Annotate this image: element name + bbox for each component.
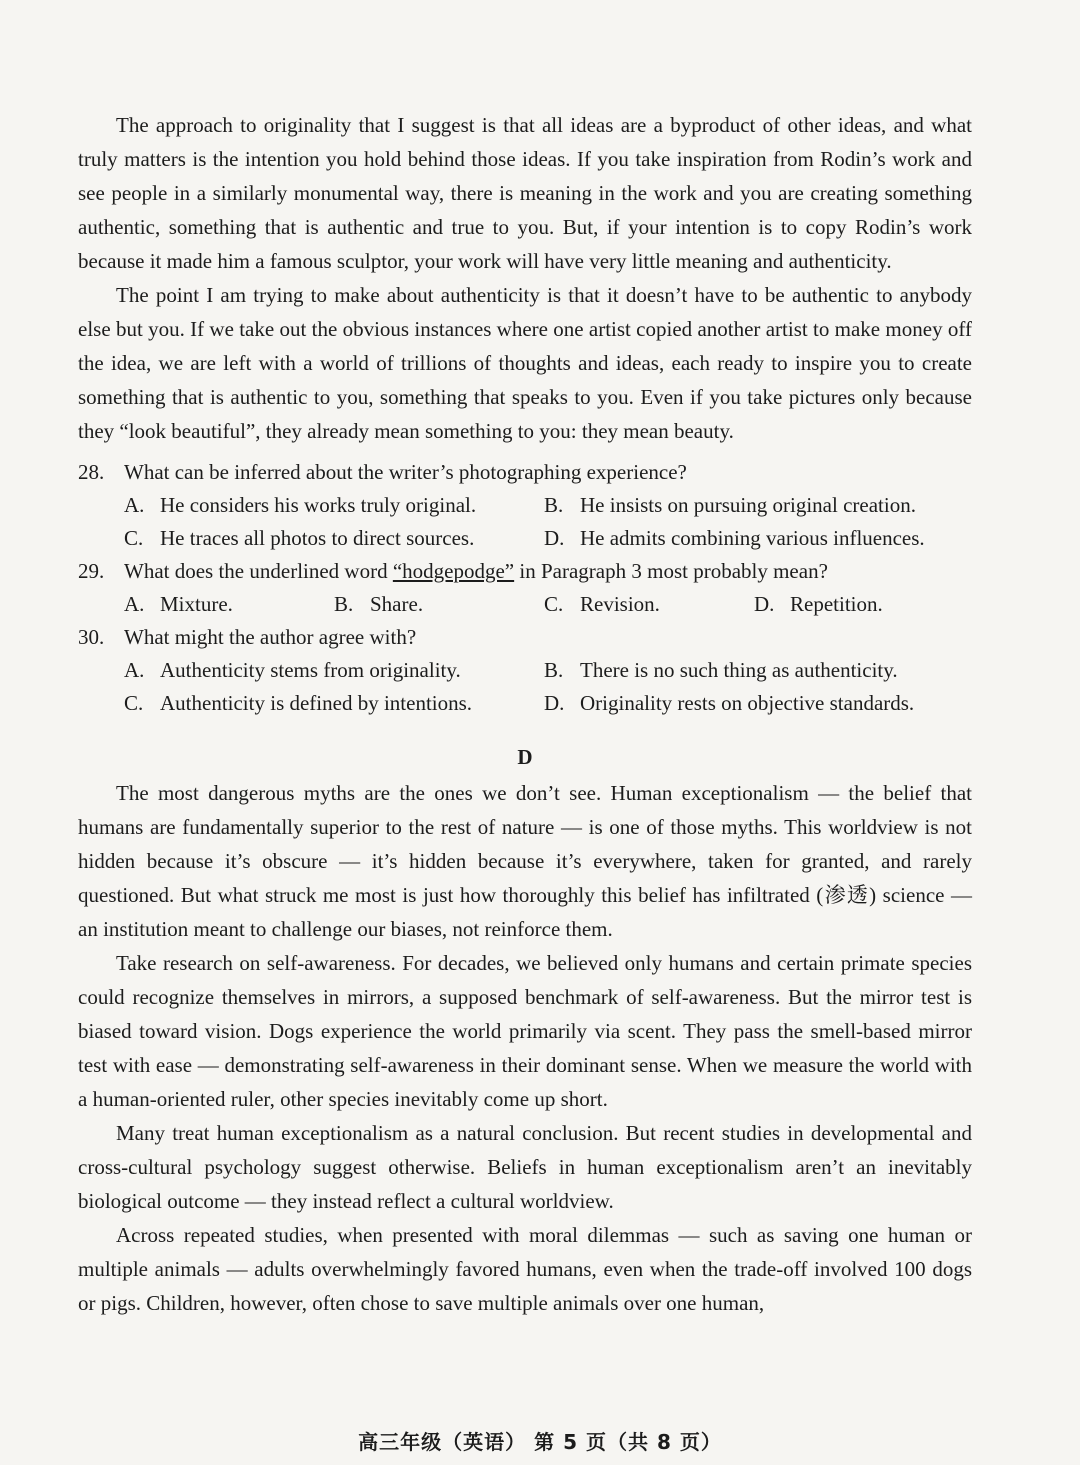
option-letter: D.	[544, 526, 565, 550]
question-28	[78, 456, 972, 555]
question-stem: What can be inferred about the writer’s photographing experience?	[124, 460, 687, 484]
options	[78, 489, 972, 555]
option-text: He admits combining various influences.	[580, 526, 925, 550]
option-text: Authenticity stems from originality.	[160, 658, 461, 682]
passage-paragraph: The approach to originality that I suggest is that all ideas are a byproduct of other ideas, and what truly matters is the intention you hold behind those ideas. If you take inspiration from Rodin’s work and see people in a similarly monumental way, there is meaning in the work and you are creating something authentic, something that is authentic and true to you. But, if your intention is to copy Rodin’s work because it made him a famous sculptor, your work will have very little meaning and authenticity.	[78, 113, 972, 273]
option-text: He considers his works truly original.	[160, 493, 477, 517]
option-a[interactable]	[124, 588, 334, 621]
options	[78, 588, 972, 621]
option-letter: A.	[124, 592, 145, 616]
option-text: Originality rests on objective standards.	[580, 691, 915, 715]
passage-paragraph: The point I am trying to make about authenticity is that it doesn’t have to be authentic to anybody else but you. If we take out the obvious instances where one artist copied another artist to make money off the idea, we are left with a world of trillions of thoughts and ideas, each ready to inspire you to create something that is authentic to you, something that speaks to you. Even if you take pictures only because they “look beautiful”, they already mean something to you: they mean beauty.	[78, 283, 972, 443]
option-text: There is no such thing as authenticity.	[580, 658, 898, 682]
option-b[interactable]	[544, 654, 964, 687]
passage-paragraph: Across repeated studies, when presented with moral dilemmas — such as saving one human or multiple animals — adults overwhelmingly favored humans, even when the trade-off involved 100 dogs or pigs. Children, however, often chose to save multiple animals over one human,	[78, 1223, 972, 1315]
option-letter: C.	[124, 691, 144, 715]
passage-paragraph: Take research on self-awareness. For decades, we believed only humans and certain primate species could recognize themselves in mirrors, a supposed benchmark of self-awareness. But the mirror test is biased toward vision. Dogs experience the world primarily via scent. They pass the smell-based mirror test with ease — demonstrating self-awareness in their dominant sense. When we measure the world with a human-oriented ruler, other species inevitably come up short.	[78, 951, 972, 1111]
option-text: Authenticity is defined by intentions.	[160, 691, 473, 715]
question-29	[78, 555, 972, 621]
option-text: Repetition.	[790, 592, 883, 616]
option-b[interactable]	[544, 489, 964, 522]
question-number: 29.	[78, 559, 105, 583]
option-letter: B.	[544, 493, 564, 517]
underlined-word: “hodgepodge”	[392, 559, 515, 583]
question-number: 28.	[78, 460, 105, 484]
option-b[interactable]	[334, 588, 544, 621]
option-c[interactable]	[124, 522, 544, 555]
option-d[interactable]	[754, 588, 964, 621]
question-number: 30.	[78, 625, 105, 649]
option-d[interactable]	[544, 522, 964, 555]
stem-part: What does the underlined word	[124, 559, 393, 583]
stem-part: in Paragraph 3 most probably mean?	[514, 559, 828, 583]
option-c[interactable]	[544, 588, 754, 621]
option-c[interactable]	[124, 687, 544, 720]
question-30	[78, 621, 972, 720]
option-letter: A.	[124, 658, 145, 682]
passage-c	[78, 108, 972, 448]
option-text: Mixture.	[160, 592, 233, 616]
passage-d	[78, 776, 972, 1320]
option-text: Share.	[370, 592, 424, 616]
option-letter: D.	[544, 691, 565, 715]
option-text: He insists on pursuing original creation.	[580, 493, 916, 517]
passage-paragraph: Many treat human exceptionalism as a natural conclusion. But recent studies in developmental and cross-cultural psychology suggest otherwise. Beliefs in human exceptionalism aren’t an inevitably biological outcome — they instead reflect a cultural worldview.	[78, 1121, 972, 1213]
option-letter: A.	[124, 493, 145, 517]
option-letter: D.	[754, 592, 775, 616]
question-stem: What might the author agree with?	[124, 625, 417, 649]
option-letter: B.	[544, 658, 564, 682]
option-text: He traces all photos to direct sources.	[160, 526, 475, 550]
option-d[interactable]	[544, 687, 964, 720]
option-letter: C.	[544, 592, 564, 616]
question-stem	[124, 555, 828, 588]
option-letter: C.	[124, 526, 144, 550]
option-a[interactable]	[124, 654, 544, 687]
options	[78, 654, 972, 720]
option-letter: B.	[334, 592, 354, 616]
option-text: Revision.	[580, 592, 660, 616]
passage-paragraph: The most dangerous myths are the ones we don’t see. Human exceptionalism — the belief that humans are fundamentally superior to the rest of nature — is one of those myths. This worldview is not hidden because it’s obscure — it’s hidden because it’s everywhere, taken for granted, and rarely questioned. But what struck me most is just how thoroughly this belief has infiltrated (渗透) science — an institution meant to challenge our biases, not reinforce them.	[78, 781, 972, 941]
section-title: D	[517, 745, 533, 769]
page-footer: 高三年级（英语） 第 5 页（共 8 页）	[358, 1430, 722, 1454]
option-a[interactable]	[124, 489, 544, 522]
